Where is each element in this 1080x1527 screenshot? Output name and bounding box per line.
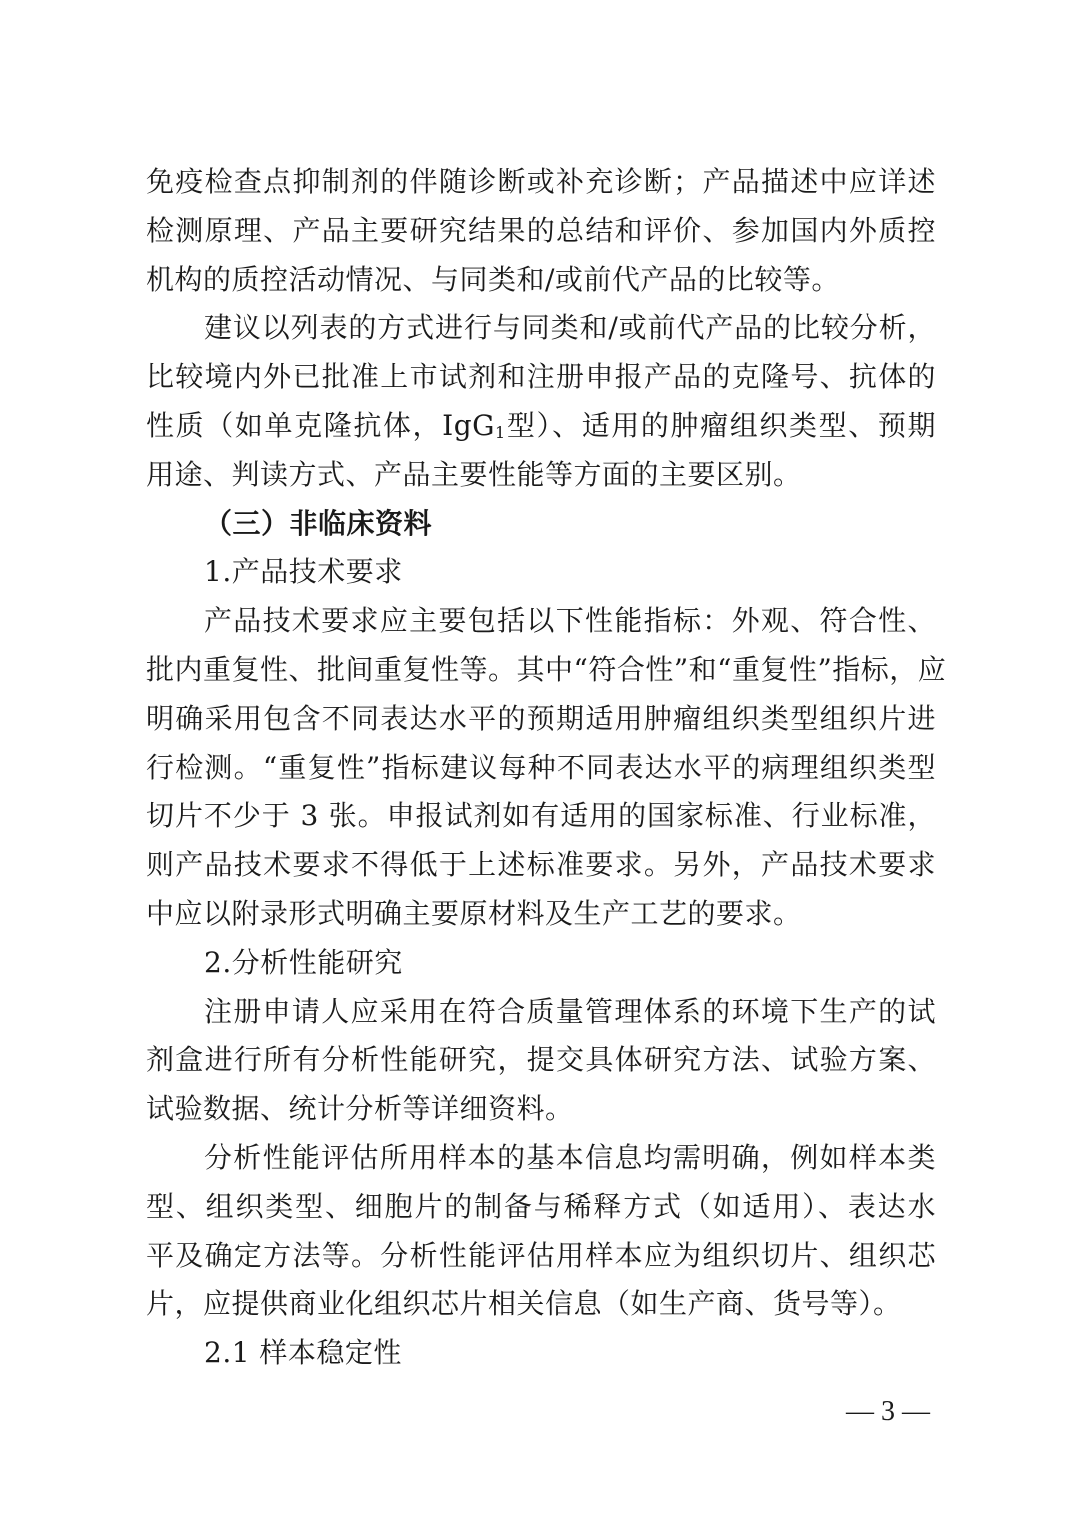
paragraph-line: 试验数据、统计分析等详细资料。 xyxy=(146,1092,574,1126)
paragraph-line: 建议以列表的方式进行与同类和/或前代产品的比较分析， xyxy=(204,311,936,345)
text-segment: 型）、适用的肿瘤组织类型、预期 xyxy=(505,408,936,442)
paragraph-line: 明确采用包含不同表达水平的预期适用肿瘤组织类型组织片进 xyxy=(146,701,936,735)
paragraph-line: 分析性能评估所用样本的基本信息均需明确，例如样本类 xyxy=(204,1140,936,1174)
section-heading: （三）非临床资料 xyxy=(204,506,433,540)
paragraph-line: 片，应提供商业化组织芯片相关信息（如生产商、货号等）。 xyxy=(146,1287,902,1321)
paragraph-line: 则产品技术要求不得低于上述标准要求。另外，产品技术要求 xyxy=(146,848,936,882)
subsection-title: 2.1 样本稳定性 xyxy=(204,1336,402,1370)
paragraph-line: 注册申请人应采用在符合质量管理体系的环境下生产的试 xyxy=(204,994,936,1028)
paragraph-line: 中应以附录形式明确主要原材料及生产工艺的要求。 xyxy=(146,896,802,930)
subscript: 1 xyxy=(495,422,506,442)
paragraph-line: 批内重复性、批间重复性等。其中“符合性”和“重复性”指标，应 xyxy=(146,652,947,686)
subsection-title: 2.分析性能研究 xyxy=(204,945,403,979)
paragraph-line: 机构的质控活动情况、与同类和/或前代产品的比较等。 xyxy=(146,262,840,296)
page-number: — 3 — xyxy=(846,1396,930,1427)
paragraph-line: 检测原理、产品主要研究结果的总结和评价、参加国内外质控 xyxy=(146,213,936,247)
paragraph-line: 剂盒进行所有分析性能研究，提交具体研究方法、试验方案、 xyxy=(146,1043,936,1077)
paragraph-line: 切片不少于 3 张。申报试剂如有适用的国家标准、行业标准， xyxy=(146,799,936,833)
paragraph-line: 免疫检查点抑制剂的伴随诊断或补充诊断；产品描述中应详述 xyxy=(146,165,936,198)
subsection-title: 1.产品技术要求 xyxy=(204,555,403,589)
paragraph-line: 平及确定方法等。分析性能评估用样本应为组织切片、组织芯 xyxy=(146,1238,936,1272)
body-text xyxy=(146,158,947,1378)
paragraph-line-with-subscript xyxy=(146,402,936,451)
paragraph-line: 用途、判读方式、产品主要性能等方面的主要区别。 xyxy=(146,457,802,491)
paragraph-line: 比较境内外已批准上市试剂和注册申报产品的克隆号、抗体的 xyxy=(146,360,936,394)
paragraph-line: 产品技术要求应主要包括以下性能指标：外观、符合性、 xyxy=(204,604,936,638)
paragraph-line: 行检测。“重复性”指标建议每种不同表达水平的病理组织类型 xyxy=(146,750,936,784)
text-segment: 性质（如单克隆抗体，IgG xyxy=(146,408,496,442)
paragraph-line: 型、组织类型、细胞片的制备与稀释方式（如适用）、表达水 xyxy=(146,1189,936,1223)
